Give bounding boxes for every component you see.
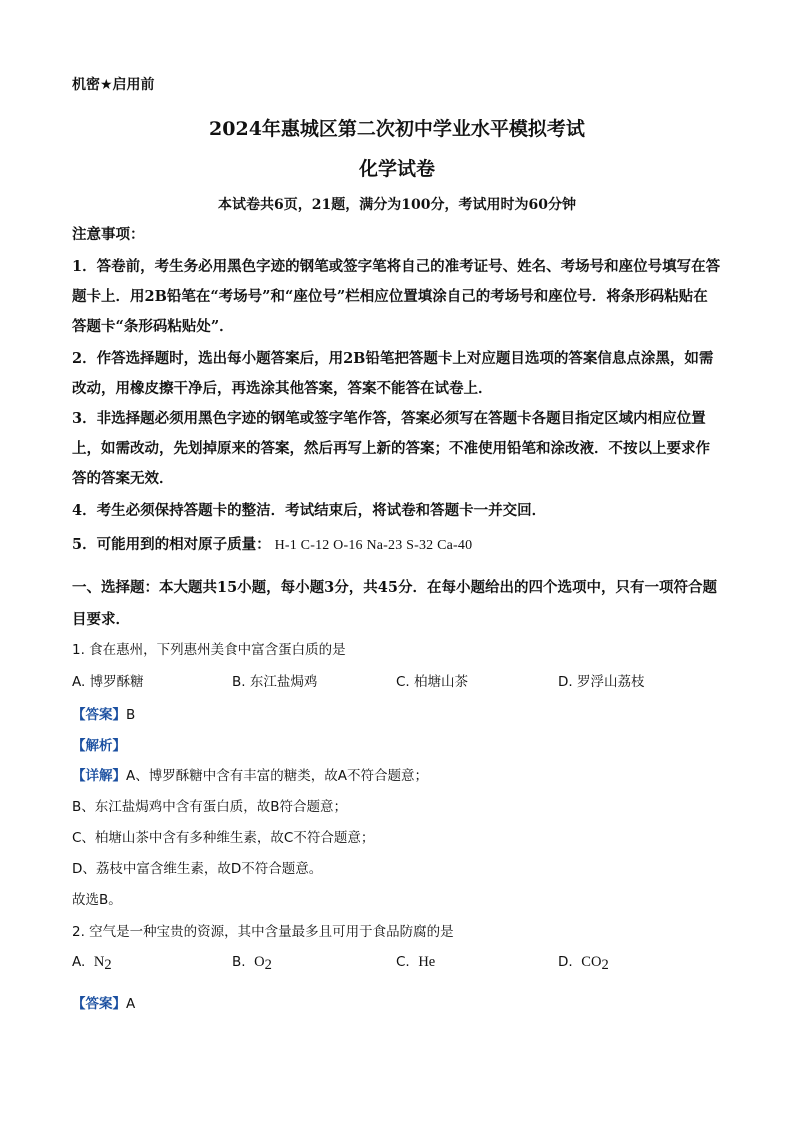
question-1-stem: 1. 食在惠州，下列惠州美食中富含蛋白质的是	[72, 642, 346, 658]
question-2-option-a: A. $N_2$	[72, 954, 112, 973]
question-2-stem: 2. 空气是一种宝贵的资源，其中含量最多且可用于食品防腐的是	[72, 924, 454, 940]
question-1-detail-line-3: C、柏塘山茶中含有多种维生素，故C不符合题意；	[72, 830, 375, 846]
question-2-option-c: C. He	[396, 954, 436, 970]
question-1-answer	[72, 703, 732, 723]
answer-tag: 【答案】	[72, 707, 126, 723]
note-item-5-label: 5．可能用到的相对原子质量：	[72, 536, 271, 553]
question-1-option-c: C. 柏塘山茶	[396, 674, 469, 690]
question-1-option-d: D. 罗浮山荔枝	[558, 674, 645, 690]
question-1-detail-line-1	[72, 764, 732, 784]
analysis-tag: 【解析】	[72, 738, 126, 754]
note-item-5	[72, 530, 722, 561]
notes-heading: 注意事项：	[72, 226, 145, 243]
answer-value: B	[126, 707, 136, 723]
note-item-3: 3．非选择题必须用黑色字迹的钢笔或签字笔作答，答案必须写在答题卡各题目指定区域内相应位置上，如需改动，先划掉原来的答案，然后再写上新的答案；不准使用铅笔和涂改液．不按以上要求作答的答案无效．	[72, 410, 710, 487]
secret-label: 机密★启用前	[72, 77, 155, 93]
question-2-option-d: D. $CO_2$	[558, 954, 609, 973]
answer-tag: 【答案】	[72, 996, 126, 1012]
note-item-4: 4．考生必须保持答题卡的整洁．考试结束后，将试卷和答题卡一并交回．	[72, 502, 547, 519]
exam-title: 2024年惠城区第二次初中学业水平模拟考试	[209, 118, 585, 140]
note-item-2: 2．作答选择题时，选出每小题答案后，用2B铅笔把答题卡上对应题目选项的答案信息点涂黑，如需改动，用橡皮擦干净后，再选涂其他答案，答案不能答在试卷上．	[72, 350, 714, 397]
note-item-1: 1．答卷前，考生务必用黑色字迹的钢笔或签字笔将自己的准考证号、姓名、考场号和座位号填写在答题卡上．用2B铅笔在“考场号”和“座位号”栏相应位置填涂自己的考场号和座位号．将条形码粘贴在答题卡“条形码粘贴处”．	[72, 258, 721, 335]
atomic-masses: H-1 C-12 O-16 Na-23 S-32 Ca-40	[274, 538, 473, 553]
question-2-answer	[72, 992, 732, 1012]
detail-text: A、博罗酥糖中含有丰富的糖类，故A不符合题意；	[126, 768, 428, 784]
question-1-option-b: B. 东江盐焗鸡	[232, 674, 318, 690]
question-1-option-a: A. 博罗酥糖	[72, 674, 144, 690]
question-1-detail-line-2: B、东江盐焗鸡中含有蛋白质，故B符合题意；	[72, 799, 348, 815]
answer-value: A	[126, 996, 136, 1012]
section-heading: 一、选择题：本大题共15小题，每小题3分，共45分．在每小题给出的四个选项中，只有一项符合题目要求．	[72, 579, 717, 628]
question-2-option-b: B. $O_2$	[232, 954, 272, 973]
exam-subtitle: 化学试卷	[358, 158, 435, 180]
question-1-analysis	[72, 734, 732, 754]
question-1-conclusion: 故选B。	[72, 892, 122, 908]
question-1-detail-line-4: D、荔枝中富含维生素，故D不符合题意。	[72, 861, 323, 877]
detail-tag: 【详解】	[72, 768, 126, 784]
exam-intro: 本试卷共6页，21题，满分为100分，考试用时为60分钟	[218, 197, 576, 213]
